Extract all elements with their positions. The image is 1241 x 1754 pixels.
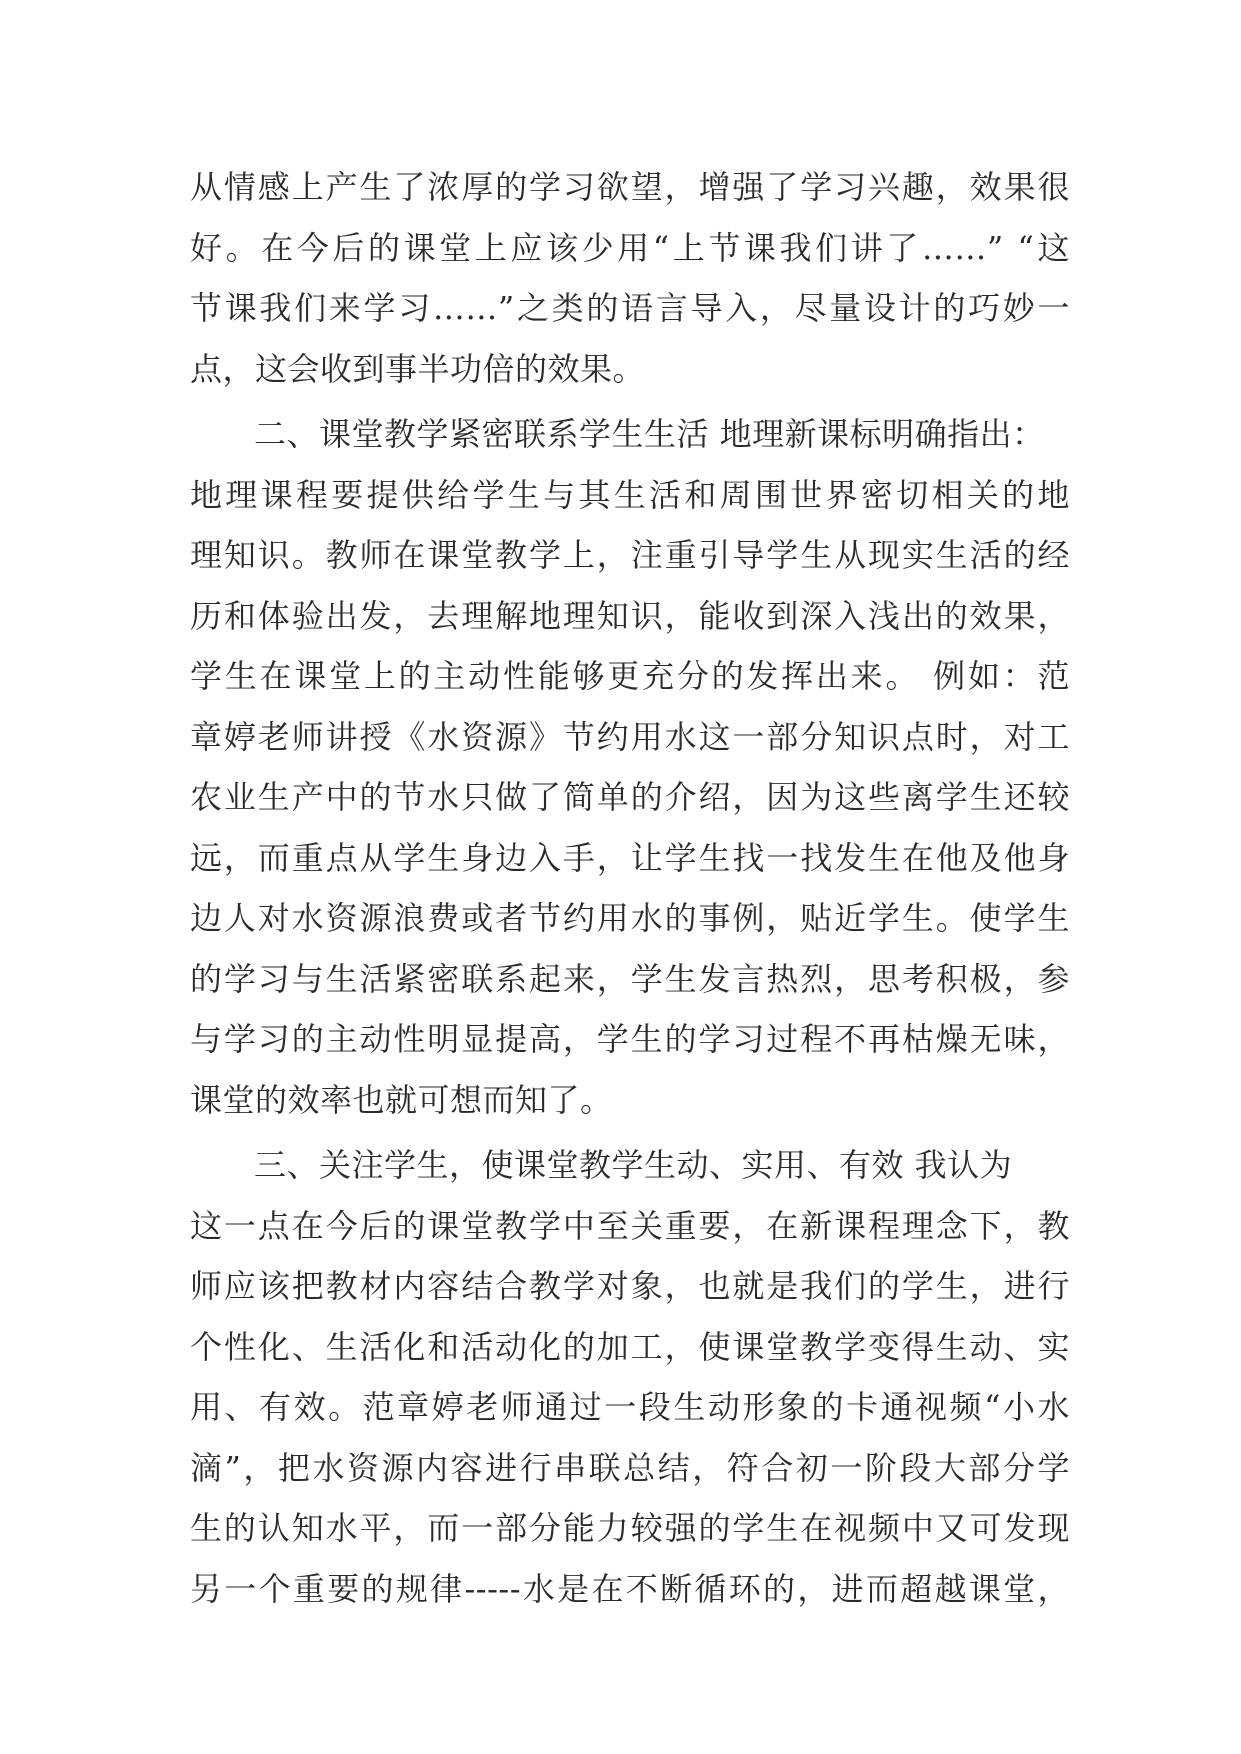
text-line: 滴”，把水资源内容进行串联总结，符合初一阶段大部分学 [190,1448,1070,1487]
text-line: 点，这会收到事半功倍的效果。 [190,349,646,388]
text-line: 好。在今后的课堂上应该少用“上节课我们讲了……” “这 [190,228,1070,267]
paragraph-heading-line: 三、关注学生，使课堂教学生动、实用、有效 我认为 [254,1146,1013,1184]
text-line: 远，而重点从学生身边入手，让学生找一找发生在他及他身 [190,838,1070,877]
paragraph-3 [190,1135,1070,1619]
document-body [190,157,1070,1619]
text-line: 理知识。教师在课堂教学上，注重引导学生从现实生活的经 [190,536,1070,574]
text-line: 的学习与生活紧密联系起来，学生发言热烈，思考积极，参 [190,959,1070,998]
text-line: 地理课程要提供给学生与其生活和周围世界密切相关的地 [190,475,1070,514]
text-line: 农业生产中的节水只做了简单的介绍，因为这些离学生还较 [190,778,1070,816]
text-line: 从情感上产生了浓厚的学习欲望，增强了学习兴趣，效果很 [190,168,1070,206]
text-line: 章婷老师讲授《水资源》节约用水这一部分知识点时，对工 [190,717,1070,756]
text-line: 个性化、生活化和活动化的加工，使课堂教学变得生动、实 [190,1327,1070,1366]
text-line: 节课我们来学习……”之类的语言导入，尽量设计的巧妙一 [190,289,1070,327]
paragraph-2 [190,404,1070,1130]
paragraph-1 [190,157,1070,399]
text-line: 用、有效。范章婷老师通过一段生动形象的卡通视频“小水 [190,1388,1070,1426]
text-line: 这一点在今后的课堂教学中至关重要，在新课程理念下，教 [190,1206,1070,1245]
text-line: 历和体验出发，去理解地理知识，能收到深入浅出的效果， [190,596,1070,635]
text-line: 学生在课堂上的主动性能够更充分的发挥出来。 例如：范 [190,657,1070,695]
text-line: 生的认知水平，而一部分能力较强的学生在视频中又可发现 [190,1509,1070,1547]
paragraph-heading-line: 二、课堂教学紧密联系学生生活 地理新课标明确指出： [254,415,1045,453]
text-line: 师应该把教材内容结合教学对象，也就是我们的学生，进行 [190,1267,1070,1305]
text-line: 边人对水资源浪费或者节约用水的事例，贴近学生。使学生 [190,899,1070,937]
text-line: 另一个重要的规律-----水是在不断循环的，进而超越课堂， [190,1569,1070,1608]
text-line: 与学习的主动性明显提高，学生的学习过程不再枯燥无味， [190,1020,1070,1058]
text-line: 课堂的效率也就可想而知了。 [190,1080,613,1119]
